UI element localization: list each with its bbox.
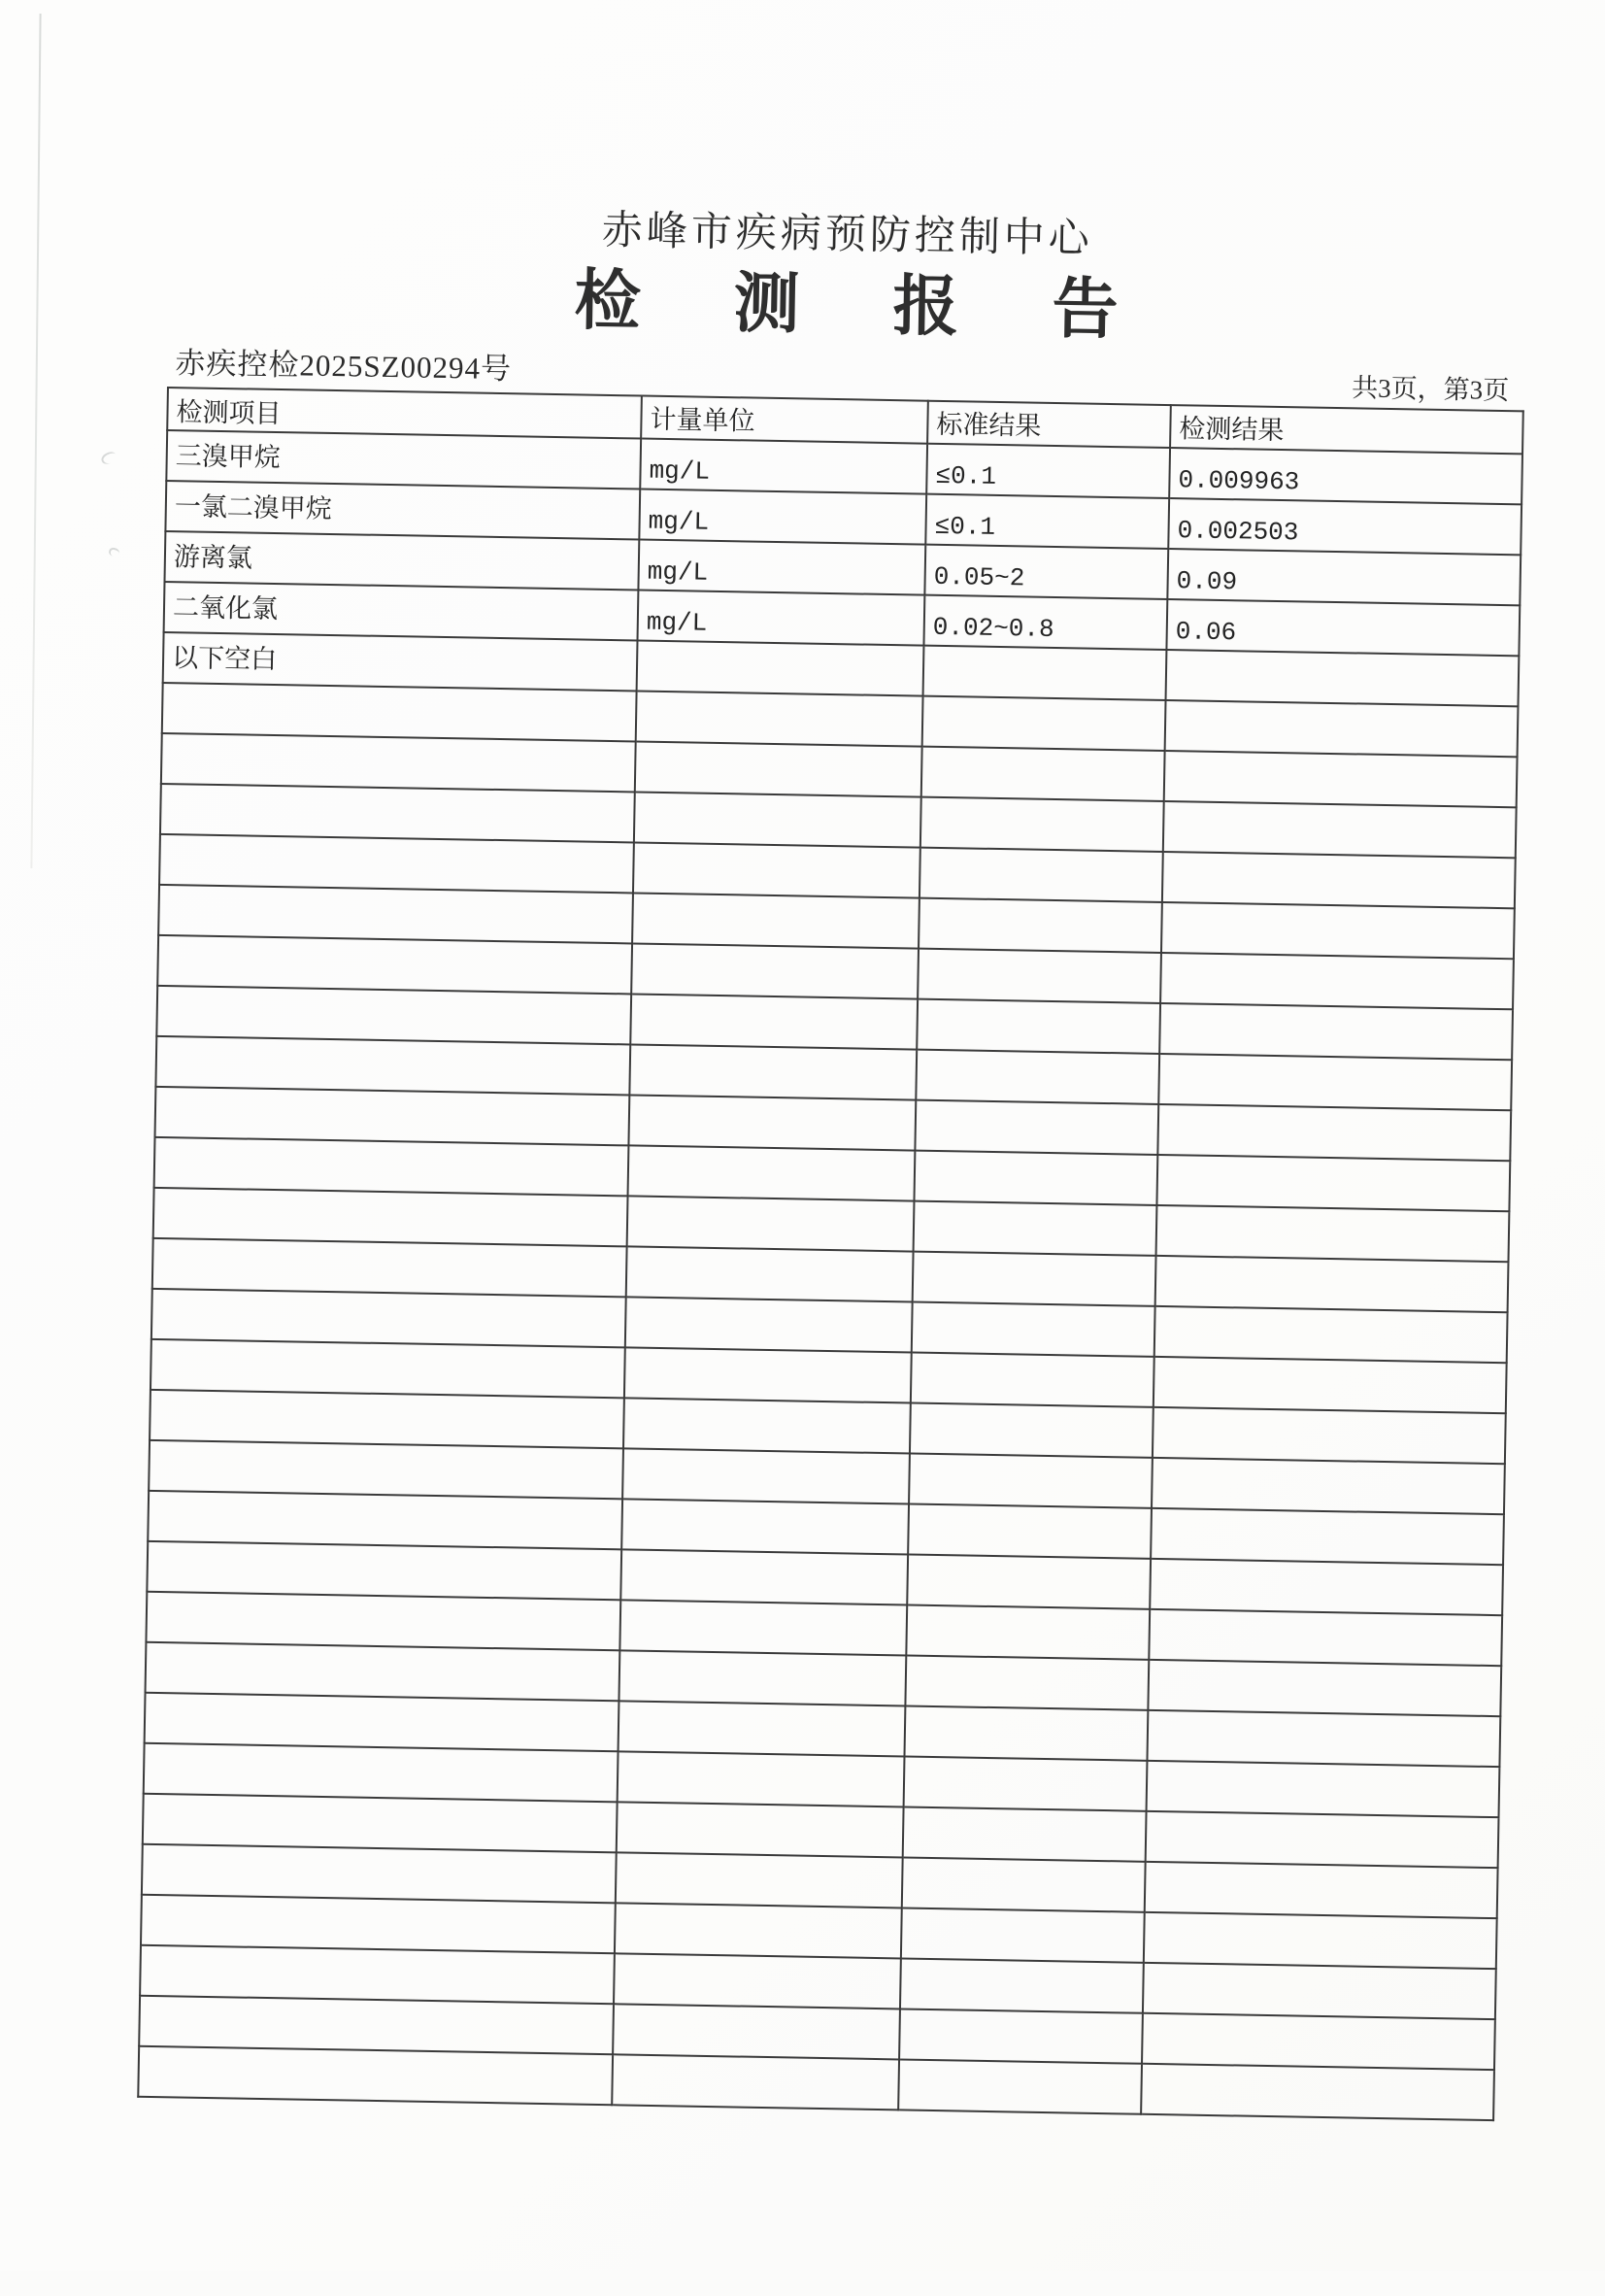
cell-result xyxy=(1144,1912,1497,1969)
header-test-item: 检测项目 xyxy=(167,388,642,439)
cell-unit: mg/L xyxy=(638,540,925,595)
header-standard-result: 标准结果 xyxy=(927,401,1171,448)
cell-result xyxy=(1141,2064,1494,2120)
cell-result xyxy=(1166,650,1520,706)
cell-unit xyxy=(618,1751,905,1806)
cell-unit: mg/L xyxy=(639,490,926,545)
cell-result xyxy=(1147,1710,1500,1767)
cell-item xyxy=(155,1036,630,1096)
cell-result xyxy=(1156,1205,1510,1262)
cell-item xyxy=(138,2046,613,2106)
cell-result xyxy=(1153,1407,1506,1464)
cell-standard xyxy=(900,1958,1144,2012)
cell-unit xyxy=(629,1044,917,1099)
cell-item xyxy=(150,1390,624,1449)
cell-result xyxy=(1145,1862,1498,1918)
cell-standard xyxy=(919,898,1162,953)
cell-result xyxy=(1154,1357,1507,1413)
cell-unit xyxy=(619,1650,906,1705)
cell-unit xyxy=(620,1549,908,1604)
cell-item xyxy=(148,1491,622,1550)
cell-item xyxy=(158,885,633,944)
cell-item xyxy=(156,986,631,1045)
cell-item xyxy=(154,1137,629,1197)
cell-standard xyxy=(922,696,1166,751)
cell-standard xyxy=(903,1806,1147,1861)
cell-standard xyxy=(915,1100,1158,1155)
cell-item xyxy=(143,1794,618,1853)
cell-result xyxy=(1163,801,1517,858)
results-table xyxy=(137,387,1524,2121)
cell-standard xyxy=(911,1353,1154,1407)
cell-standard xyxy=(898,2059,1142,2113)
cell-standard xyxy=(918,949,1161,1003)
cell-item: 三溴甲烷 xyxy=(166,430,641,490)
report-number: 赤疾控检2025SZ00294号 xyxy=(175,338,512,388)
cell-item xyxy=(151,1289,626,1348)
cell-unit xyxy=(619,1701,906,1756)
cell-result xyxy=(1154,1306,1508,1363)
cell-item: 以下空白 xyxy=(163,632,638,692)
cell-unit xyxy=(612,2054,899,2110)
table-body xyxy=(138,430,1522,2120)
cell-standard xyxy=(914,1201,1157,1256)
page-indicator: 共3页，第3页 xyxy=(1352,366,1510,407)
cell-unit xyxy=(613,2004,900,2059)
cell-unit xyxy=(625,1297,913,1352)
cell-item xyxy=(142,1844,617,1904)
cell-item xyxy=(157,935,632,995)
cell-result xyxy=(1152,1458,1505,1514)
cell-result xyxy=(1161,902,1515,959)
cell-result xyxy=(1160,953,1514,1009)
cell-standard xyxy=(909,1454,1153,1508)
cell-result xyxy=(1165,700,1519,757)
cell-unit xyxy=(628,1145,916,1200)
cell-standard xyxy=(901,1908,1145,1962)
cell-standard xyxy=(902,1857,1146,1911)
cell-result xyxy=(1159,1003,1513,1060)
cell-standard xyxy=(921,747,1165,801)
cell-unit xyxy=(621,1499,909,1554)
cell-unit xyxy=(617,1802,904,1857)
cell-standard xyxy=(914,1151,1157,1205)
cell-standard xyxy=(913,1252,1156,1306)
cell-item xyxy=(146,1592,620,1651)
organization-name: 赤峰市疾病预防控制中心 xyxy=(169,190,1525,272)
cell-item xyxy=(162,683,637,742)
cell-result xyxy=(1156,1155,1510,1211)
cell-result xyxy=(1158,1054,1512,1110)
cell-standard xyxy=(916,1050,1159,1104)
cell-item xyxy=(149,1440,623,1500)
cell-unit xyxy=(626,1246,914,1301)
cell-standard xyxy=(906,1604,1150,1659)
cell-standard xyxy=(917,999,1160,1054)
cell-standard xyxy=(912,1302,1155,1357)
cell-item xyxy=(153,1188,628,1247)
cell-item: 一氯二溴甲烷 xyxy=(165,481,640,540)
cell-item xyxy=(144,1743,619,1803)
cell-result xyxy=(1164,751,1518,807)
cell-standard xyxy=(923,646,1167,700)
cell-unit xyxy=(614,1953,901,2009)
cell-standard xyxy=(908,1504,1152,1559)
cell-result xyxy=(1147,1761,1500,1817)
cell-item xyxy=(161,733,636,793)
cell-item: 二氧化氯 xyxy=(164,582,639,641)
cell-standard: 0.05~2 xyxy=(924,545,1168,599)
cell-item xyxy=(139,1996,614,2055)
cell-unit xyxy=(619,1600,907,1655)
cell-item xyxy=(146,1642,620,1702)
cell-standard: ≤0.1 xyxy=(926,444,1170,498)
cell-result xyxy=(1150,1559,1503,1615)
cell-result xyxy=(1149,1609,1502,1666)
cell-result xyxy=(1151,1508,1504,1565)
cell-item: 游离氯 xyxy=(164,531,639,591)
cell-unit xyxy=(628,1095,916,1150)
cell-result xyxy=(1157,1104,1511,1161)
cell-standard xyxy=(905,1655,1149,1709)
cell-result xyxy=(1155,1256,1509,1312)
cell-unit xyxy=(630,994,918,1049)
cell-unit xyxy=(634,792,921,847)
cell-item xyxy=(160,784,635,843)
cell-item xyxy=(159,834,634,894)
cell-unit xyxy=(627,1196,915,1251)
cell-result: 0.009963 xyxy=(1169,448,1522,504)
cell-standard xyxy=(904,1756,1148,1810)
cell-result xyxy=(1143,1963,1496,2019)
cell-standard xyxy=(920,797,1164,852)
header-unit: 计量单位 xyxy=(641,396,928,444)
cell-unit xyxy=(637,640,924,695)
cell-item xyxy=(150,1339,625,1399)
cell-item xyxy=(140,1945,615,2005)
cell-unit xyxy=(636,691,923,746)
cell-unit xyxy=(615,1903,902,1958)
cell-standard xyxy=(907,1555,1151,1609)
cell-unit xyxy=(623,1398,911,1453)
cell-result: 0.09 xyxy=(1167,549,1521,605)
cell-result: 0.002503 xyxy=(1168,498,1521,555)
cell-item xyxy=(152,1238,627,1298)
cell-unit xyxy=(633,842,920,897)
cell-result xyxy=(1142,2013,1495,2070)
cell-standard xyxy=(920,848,1163,902)
cell-unit xyxy=(616,1852,903,1908)
cell-unit xyxy=(624,1347,912,1402)
cell-unit: mg/L xyxy=(640,439,927,494)
cell-result xyxy=(1162,852,1516,908)
cell-item xyxy=(147,1541,621,1601)
cell-item xyxy=(155,1087,630,1146)
cell-standard xyxy=(910,1403,1154,1458)
cell-unit xyxy=(622,1448,910,1503)
cell-standard: 0.02~0.8 xyxy=(923,595,1167,650)
cell-item xyxy=(141,1895,616,1954)
cell-result: 0.06 xyxy=(1166,599,1520,656)
cell-result xyxy=(1146,1811,1499,1868)
header-test-result: 检测结果 xyxy=(1170,405,1523,454)
cell-item xyxy=(145,1693,619,1752)
cell-result xyxy=(1148,1660,1501,1716)
cell-standard: ≤0.1 xyxy=(925,494,1169,549)
cell-standard xyxy=(904,1705,1148,1760)
cell-unit xyxy=(635,741,922,796)
cell-unit xyxy=(631,943,919,998)
cell-unit: mg/L xyxy=(638,591,925,646)
cell-unit xyxy=(632,893,920,948)
cell-standard xyxy=(899,2009,1143,2063)
report-title-text: 检测报告 xyxy=(481,247,1213,354)
